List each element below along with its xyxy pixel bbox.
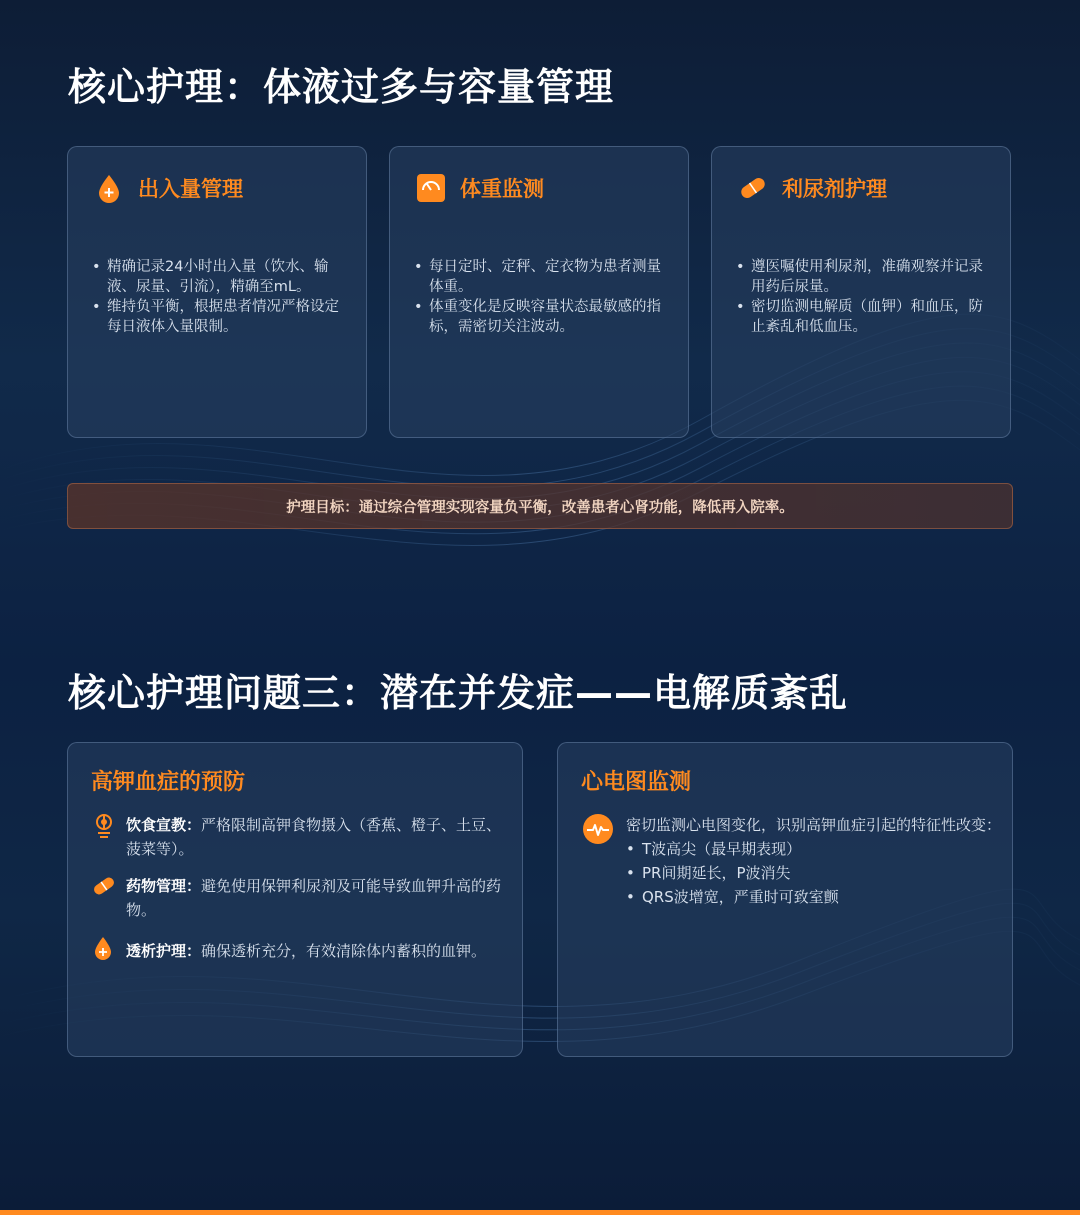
bullet-list xyxy=(414,257,668,337)
card-hyperkalemia-prevention xyxy=(67,742,523,1057)
bullet-list xyxy=(92,257,346,337)
ecg-bullet-item: • QRS波增宽，严重时可致室颤 xyxy=(626,885,1001,909)
droplet-plus-icon xyxy=(92,935,118,965)
ecg-bullet-item: • PR间期延长，P波消失 xyxy=(626,861,1001,885)
scale-gauge-icon xyxy=(416,173,446,203)
card-diuretic-care xyxy=(711,146,1011,438)
bullet-item: • 体重变化是反映容量状态最敏感的指标，需密切关注波动。 xyxy=(414,297,668,337)
bullet-item: • 每日定时、定秤、定衣物为患者测量体重。 xyxy=(414,257,668,297)
prevention-item-dialysis xyxy=(92,935,512,965)
bullet-list xyxy=(736,257,990,337)
card-title: 心电图监测 xyxy=(581,770,692,795)
droplet-plus-icon xyxy=(94,173,124,203)
nursing-goal-banner: 护理目标：通过综合管理实现容量负平衡，改善患者心肾功能，降低再入院率。 xyxy=(67,483,1013,529)
item-text: 严格限制高钾食物摄入（香蕉、橙子、土豆、菠菜等）。 xyxy=(126,816,502,858)
bullet-item: • 密切监测电解质（血钾）和血压，防止紊乱和低血压。 xyxy=(736,297,990,337)
section-title-electrolyte: 核心护理问题三：潜在并发症——电解质紊乱 xyxy=(68,671,849,715)
card-header xyxy=(416,173,544,203)
prevention-item-medication xyxy=(92,874,502,922)
diet-icon xyxy=(92,813,118,861)
ecg-bullet-item: • T波高尖（最早期表现） xyxy=(626,837,1001,861)
card-weight-monitoring xyxy=(389,146,689,438)
bullet-item: • 维持负平衡，根据患者情况严格设定每日液体入量限制。 xyxy=(92,297,346,337)
card-ecg-monitoring xyxy=(557,742,1013,1057)
card-header xyxy=(94,173,243,203)
item-label: 透析护理： xyxy=(126,942,202,960)
card-title: 出入量管理 xyxy=(138,177,243,201)
ecg-bullet-list xyxy=(626,837,1001,909)
bottom-accent-line xyxy=(0,1210,1080,1215)
bullet-item: • 遵医嘱使用利尿剂，准确观察并记录用药后尿量。 xyxy=(736,257,990,297)
item-label: 药物管理： xyxy=(126,877,202,895)
pill-icon xyxy=(738,173,768,203)
heartbeat-icon xyxy=(582,813,614,909)
section-title-fluid: 核心护理：体液过多与容量管理 xyxy=(68,65,615,109)
card-header xyxy=(738,173,887,203)
card-intake-output xyxy=(67,146,367,438)
card-title: 高钾血症的预防 xyxy=(91,770,246,795)
item-text: 确保透析充分，有效清除体内蓄积的血钾。 xyxy=(201,942,487,960)
bullet-item: • 精确记录24小时出入量（饮水、输液、尿量、引流），精确至mL。 xyxy=(92,257,346,297)
ecg-intro: 密切监测心电图变化，识别高钾血症引起的特征性改变： xyxy=(626,816,1002,834)
item-text: 避免使用保钾利尿剂及可能导致血钾升高的药物。 xyxy=(126,877,502,919)
card-title: 体重监测 xyxy=(460,177,544,201)
prevention-item-diet xyxy=(92,813,502,861)
card-title: 利尿剂护理 xyxy=(782,177,887,201)
item-label: 饮食宣教： xyxy=(126,816,202,834)
ecg-content xyxy=(582,813,1002,909)
pill-icon xyxy=(92,874,118,922)
